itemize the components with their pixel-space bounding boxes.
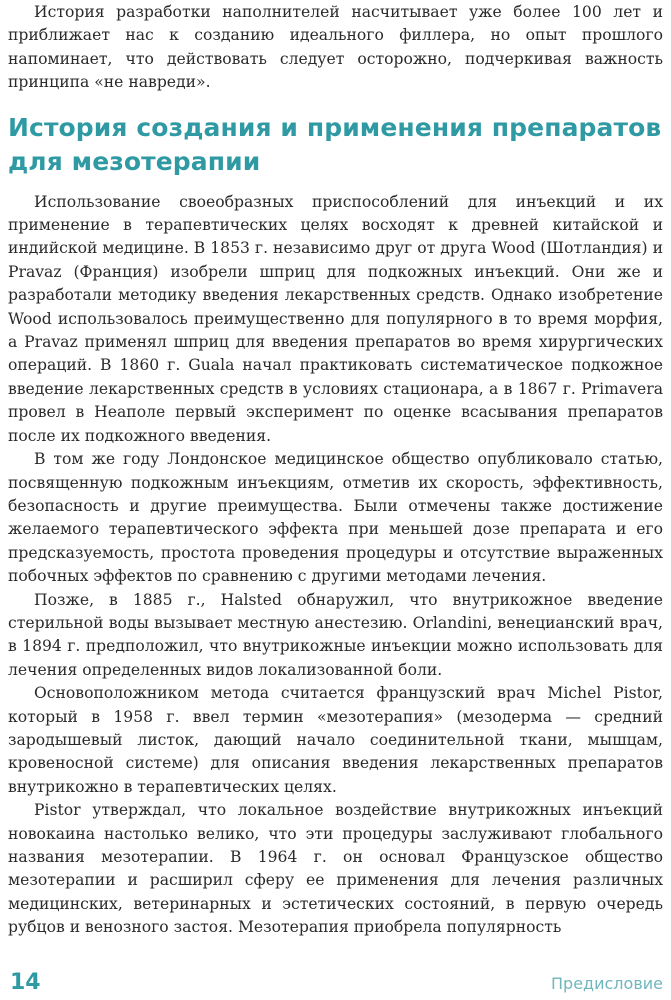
body-paragraph: В том же году Лондонское медицинское общество опубликовало статью, посвященную подкожным инъекциям, отметив их скорость, эффективность, безопасность и другие преимущества. Были отмечены также достижение желаемого терапевтического эффекта при меньшей дозе препарата и его предсказуемость, простота проведения процедуры и отсутствие выраженных побочных эффектов по сравнению с другими методами лечения. [8,450,663,586]
section-heading: История создания и применения препаратов для мезотерапии [8,112,662,176]
running-footer-title: Предисловие [551,974,663,993]
body-paragraph: Pistor утверждал, что локальное воздействие внутрикожных инъекций новокаина настолько велико, что эти процедуры заслуживают глобального названия мезотерапии. В 1964 г. он основал Французское общество мезотерапии и расширил сферу ее применения для лечения различных медицинских, ветеринарных и эстетических состояний, в первую очередь рубцов и венозного застоя. Мезотерапия приобрела популярность [8,801,663,937]
page-number: 14 [10,970,41,995]
intro-paragraph: История разработки наполнителей насчитывает уже более 100 лет и приближает нас к созданию идеального филлера, но опыт прошлого напоминает, что действовать следует осторожно, подчеркивая важность принципа «не навреди». [8,3,663,92]
text-column [8,0,663,940]
page-footer [0,964,671,1000]
body-paragraph: Основоположником метода считается французский врач Michel Pistor, который в 1958 г. ввел термин «мезотерапия» (мезодерма — средний зародышевый листок, дающий начало соединительной ткани, мышцам, кровеносной системе) для описания введения лекарственных препаратов внутрикожно в терапевтических целях. [8,684,663,796]
body-paragraph: Использование своеобразных приспособлений для инъекций и их применение в терапевтических целях восходят к древней китайской и индийской медицине. В 1853 г. независимо друг от друга Wood (Шотландия) и Pravaz (Франция) изобрели шприц для подкожных инъекций. Они же и разработали методику введения лекарственных средств. Однако изобретение Wood использовалось преимущественно для популярного в то время морфия, а Pravaz применял шприц для введения препаратов во время хирургических операций. В 1860 г. Guala начал практиковать систематическое подкожное введение лекарственных средств в условиях стационара, а в 1867 г. Primavera провел в Неаполе первый эксперимент по оценке всасывания препаратов после их подкожного введения. [8,192,663,445]
body-paragraph: Позже, в 1885 г., Halsted обнаружил, что внутрикожное введение стерильной воды вызывает местную анестезию. Orlandini, венецианский врач, в 1894 г. предположил, что внутрикожные инъекции можно использовать для лечения определенных видов локализованной боли. [8,590,663,679]
